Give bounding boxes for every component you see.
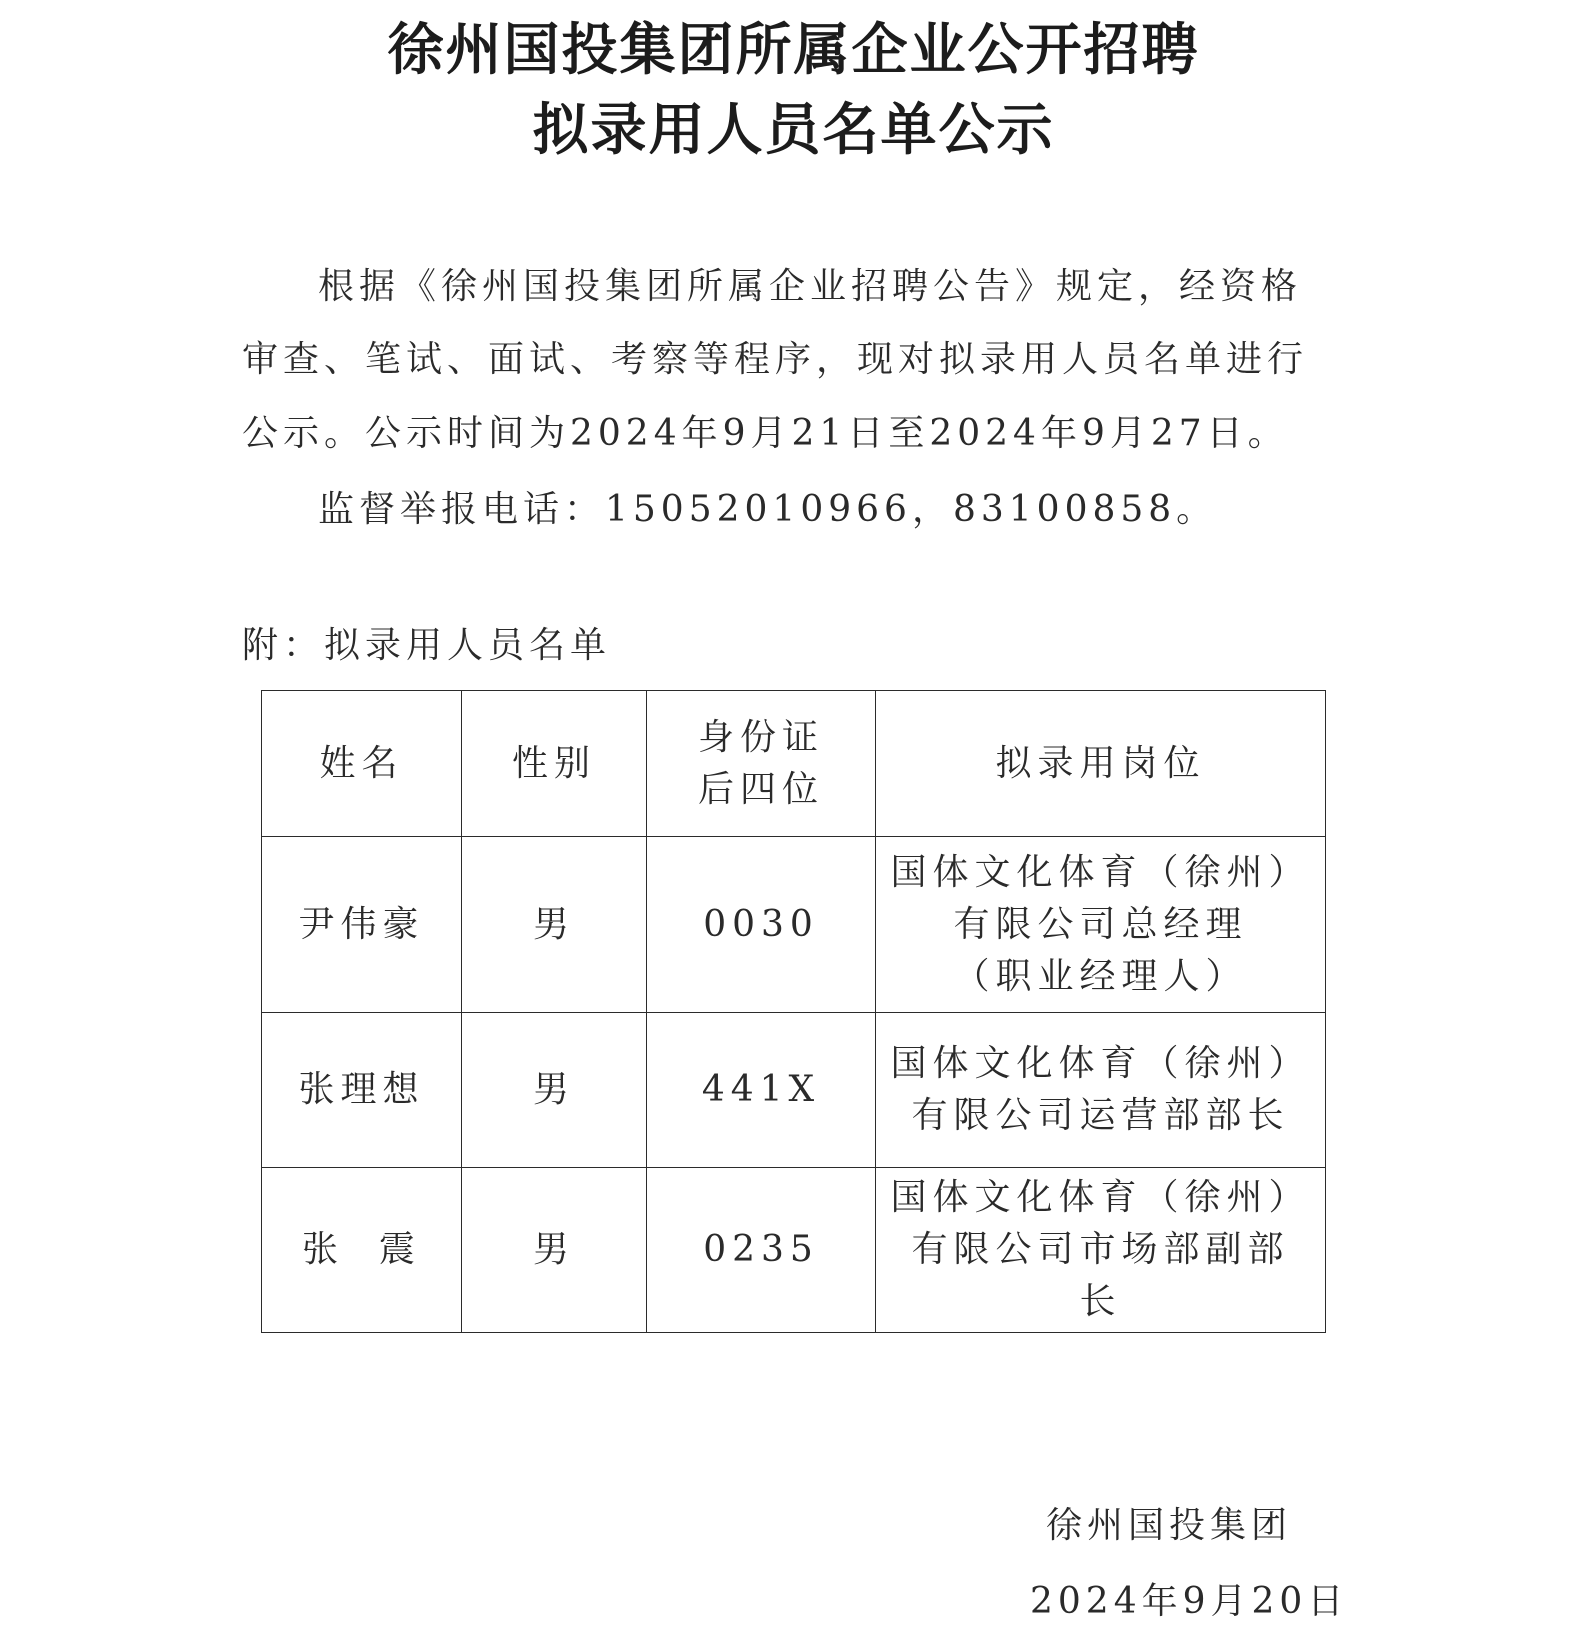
cell-id-last4: 0235 bbox=[647, 1168, 876, 1333]
cell-id-last4: 0030 bbox=[647, 837, 876, 1013]
cell-id-last4: 441X bbox=[647, 1013, 876, 1168]
cell-gender: 男 bbox=[462, 1013, 647, 1168]
hire-list-table bbox=[261, 690, 1326, 1333]
body-paragraph-line-3: 公示。公示时间为2024年9月21日至2024年9月27日。 bbox=[242, 413, 1289, 454]
cell-name: 张 震 bbox=[262, 1168, 462, 1333]
header-position: 拟录用岗位 bbox=[876, 691, 1326, 837]
cell-position: 国体文化体育（徐州） 有限公司运营部部长 bbox=[876, 1013, 1326, 1168]
body-paragraph-line-2: 审查、笔试、面试、考察等程序，现对拟录用人员名单进行 bbox=[242, 339, 1309, 380]
attachment-label: 附：拟录用人员名单 bbox=[242, 625, 612, 666]
cell-position: 国体文化体育（徐州） 有限公司总经理 （职业经理人） bbox=[876, 837, 1326, 1013]
cell-name: 尹伟豪 bbox=[262, 837, 462, 1013]
document-title-line-1: 徐州国投集团所属企业公开招聘 bbox=[387, 17, 1200, 83]
report-phone-line: 监督举报电话：15052010966，83100858。 bbox=[318, 489, 1218, 530]
header-gender: 性别 bbox=[462, 691, 647, 837]
signature-organization: 徐州国投集团 bbox=[1046, 1505, 1293, 1546]
cell-position: 国体文化体育（徐州） 有限公司市场部副部 长 bbox=[876, 1168, 1326, 1333]
table-row bbox=[262, 1013, 1326, 1168]
header-id-last4: 身份证 后四位 bbox=[647, 691, 876, 837]
cell-gender: 男 bbox=[462, 1168, 647, 1333]
cell-gender: 男 bbox=[462, 837, 647, 1013]
table-row bbox=[262, 1168, 1326, 1333]
table-header-row bbox=[262, 691, 1326, 837]
signature-date: 2024年9月20日 bbox=[1030, 1581, 1349, 1622]
document-title-line-2: 拟录用人员名单公示 bbox=[532, 97, 1055, 163]
body-paragraph-line-1: 根据《徐州国投集团所属企业招聘公告》规定，经资格 bbox=[318, 266, 1303, 307]
header-name: 姓名 bbox=[262, 691, 462, 837]
cell-name: 张理想 bbox=[262, 1013, 462, 1168]
table-row bbox=[262, 837, 1326, 1013]
